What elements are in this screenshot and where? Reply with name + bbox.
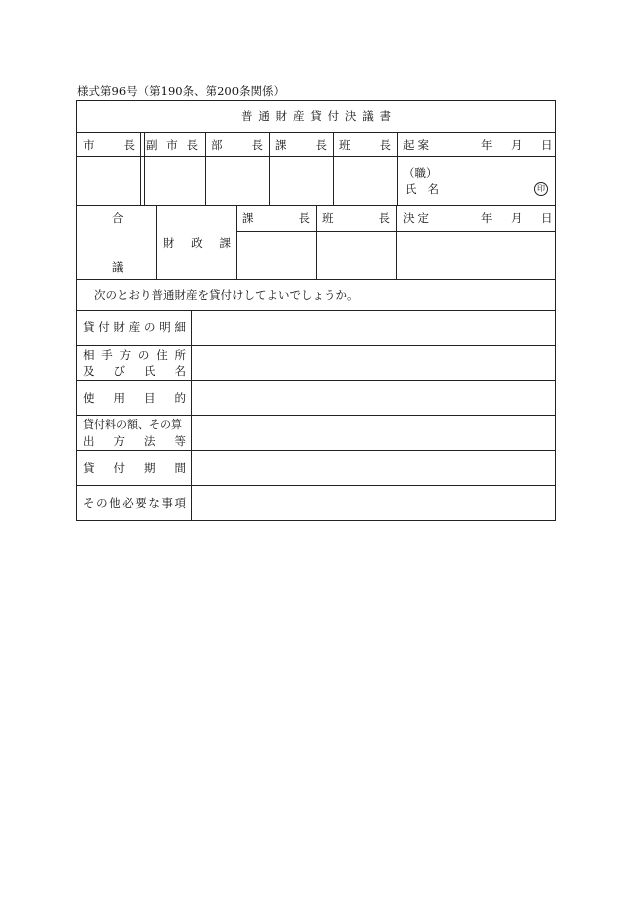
drafter-title-label: （職） xyxy=(403,166,438,180)
drafted-year: 年 xyxy=(481,138,493,152)
divider xyxy=(236,231,555,232)
divider xyxy=(77,156,555,157)
divider xyxy=(77,485,555,486)
drafted-month: 月 xyxy=(511,138,523,152)
decided-day: 日 xyxy=(541,211,553,225)
team-chief-label: 班 長 xyxy=(339,138,391,152)
decided-year: 年 xyxy=(481,211,493,225)
decided-month: 月 xyxy=(511,211,523,225)
decided-label: 決 定 xyxy=(403,211,429,225)
column-divider xyxy=(156,205,157,279)
drafted-label: 起 案 xyxy=(403,138,429,152)
column-divider xyxy=(316,205,317,279)
mayor-label: 市 長 xyxy=(83,138,135,152)
other-items-label: そ の 他 必 要 な 事 項 xyxy=(83,496,186,510)
drafter-name-label: 氏 名 xyxy=(405,182,439,196)
divider xyxy=(77,132,555,133)
section-chief-label: 課 長 xyxy=(275,138,327,152)
divider xyxy=(77,310,555,311)
divider xyxy=(77,345,555,346)
divider xyxy=(77,279,555,280)
fee-label-line2: 出 方 法 等 xyxy=(83,434,186,448)
column-divider xyxy=(140,132,141,205)
column-divider xyxy=(396,205,397,279)
period-label: 貸 付 期 間 xyxy=(83,461,186,475)
seal-mark: 印 xyxy=(534,182,548,196)
finance-section-label: 財 政 課 xyxy=(163,236,231,250)
drafted-day: 日 xyxy=(541,138,553,152)
purpose-label: 使 用 目 的 xyxy=(83,391,186,405)
form-title: 普 通 財 産 貸 付 決 議 書 xyxy=(241,109,391,123)
consultation-label-top: 合 xyxy=(112,211,124,225)
director-label: 部 長 xyxy=(211,138,263,152)
column-divider xyxy=(397,132,398,205)
vice-mayor-label: 副 市 長 xyxy=(146,138,198,152)
column-divider xyxy=(144,132,145,205)
fee-label-line1: 貸付料の額、その算 xyxy=(83,418,182,431)
column-divider xyxy=(236,205,237,279)
form-reference: 様式第96号（第190条、第200条関係） xyxy=(77,84,286,98)
column-divider xyxy=(333,132,334,205)
consultation-label-bottom: 議 xyxy=(112,260,124,274)
divider xyxy=(77,380,555,381)
counterparty-label-line1: 相 手 方 の 住 所 xyxy=(83,348,186,362)
consult-section-chief-label: 課 長 xyxy=(242,211,310,225)
property-details-label: 貸 付 財 産 の 明 細 xyxy=(83,320,186,334)
divider xyxy=(77,415,555,416)
column-divider xyxy=(205,132,206,205)
consult-team-chief-label: 班 長 xyxy=(322,211,390,225)
column-divider xyxy=(269,132,270,205)
statement-text: 次のとおり普通財産を貸付けしてよいでしょうか。 xyxy=(94,288,359,302)
divider xyxy=(77,450,555,451)
counterparty-label-line2: 及 び 氏 名 xyxy=(83,364,186,378)
resolution-form xyxy=(76,100,556,521)
